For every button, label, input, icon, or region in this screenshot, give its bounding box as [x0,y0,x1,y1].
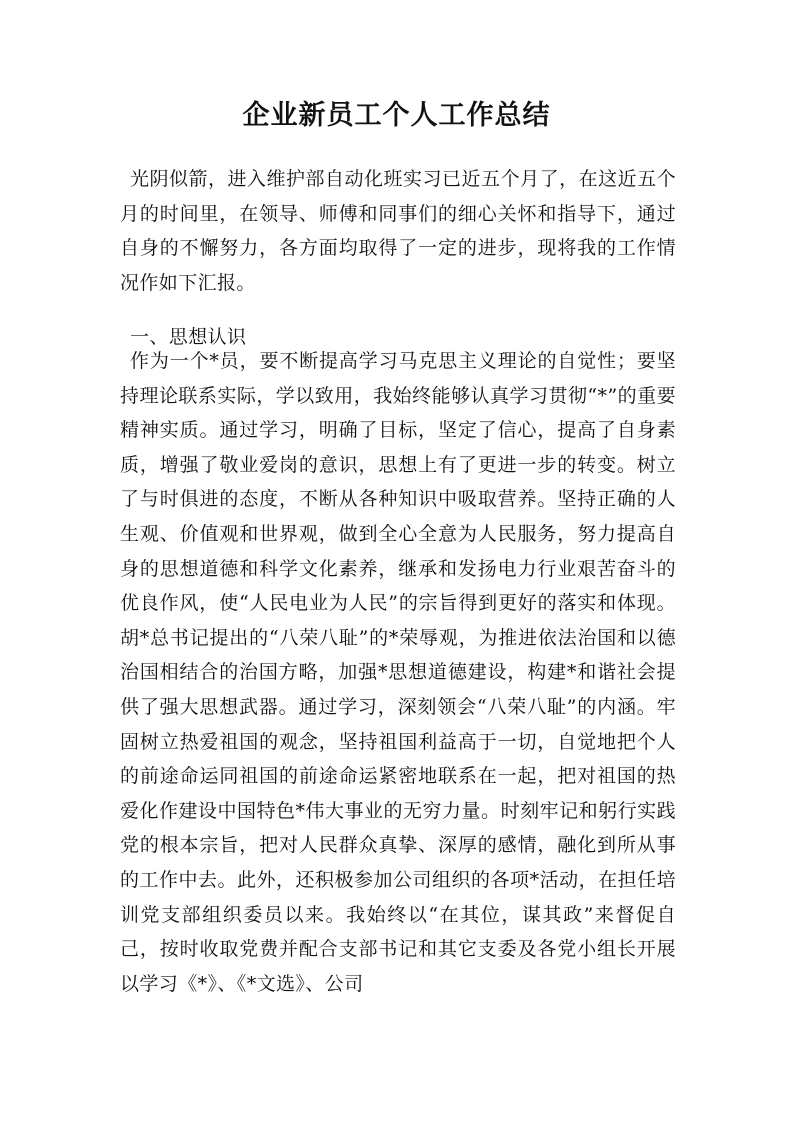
section-heading-thinking: 一、思想认识 [130,326,247,348]
document-title: 企业新员工个人工作总结 [242,100,551,131]
thinking-paragraph: 作为一个*员，要不断提高学习马克思主义理论的自觉性；要坚持理论联系实际，学以致用，我始终能够认真学习贯彻“*”的重要精神实质。通过学习，明确了目标，坚定了信心，提高了自身素质，增强了敬业爱岗的意识，思想上有了更进一步的转变。树立了与时俱进的态度，不断从各种知识中吸取营养。坚持正确的人生观、价值观和世界观，做到全心全意为人民服务，努力提高自身的思想道德和科学文化素养，继承和发扬电力行业艰苦奋斗的优良作风，使“人民电业为人民”的宗旨得到更好的落实和体现。胡*总书记提出的“八荣八耻”的*荣辱观，为推进依法治国和以德治国相结合的治国方略，加强*思想道德建设，构建*和谐社会提供了强大思想武器。通过学习，深刻领会“八荣八耻”的内涵。牢固树立热爱祖国的观念，坚持祖国利益高于一切，自觉地把个人的前途命运同祖国的前途命运紧密地联系在一起，把对祖国的热爱化作建设中国特色*伟大事业的无穷力量。时刻牢记和躬行实践党的根本宗旨，把对人民群众真挚、深厚的感情，融化到所从事的工作中去。此外，还积极参加公司组织的各项*活动，在担任培训党支部组织委员以来。我始终以“在其位，谋其政”来督促自己，按时收取党费并配合支部书记和其它支委及各党小组长开展以学习《*》、《*文选》、公司 [120,350,676,995]
intro-paragraph: 光阴似箭，进入维护部自动化班实习已近五个月了，在这近五个月的时间里，在领导、师傅和同事们的细心关怀和指导下，通过自身的不懈努力，各方面均取得了一定的进步，现将我的工作情况作如下汇报。 [120,168,676,294]
